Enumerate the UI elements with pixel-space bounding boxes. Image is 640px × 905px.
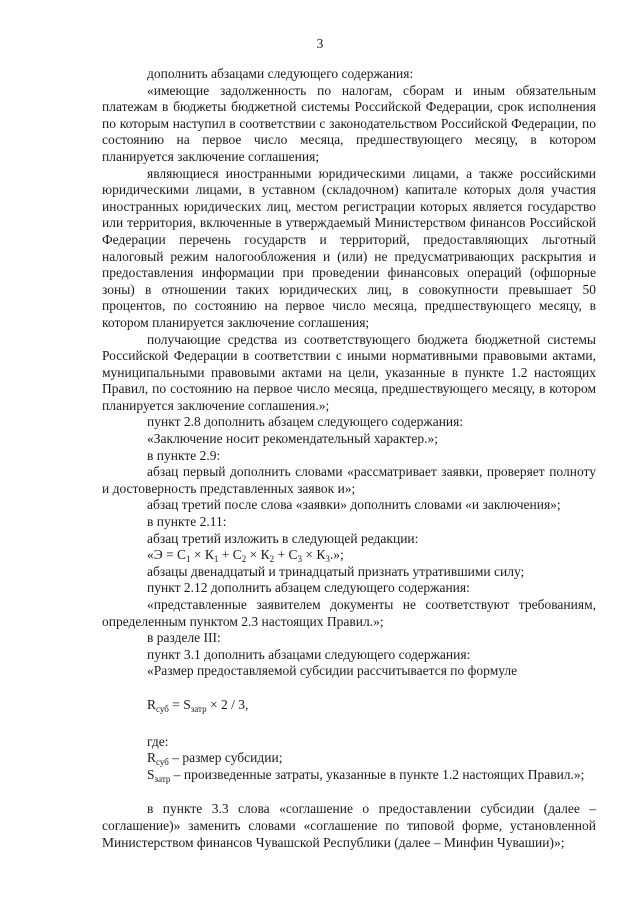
formula-symbol: S: [147, 766, 155, 782]
formula-subscript: 1: [213, 554, 219, 565]
formula-subscript: 2: [269, 554, 275, 565]
formula-subscript: затр: [190, 703, 207, 714]
formula-subscript: суб: [156, 757, 169, 768]
formula-e: [102, 547, 596, 564]
formula-subscript: 2: [241, 554, 247, 565]
formula-part: «Э = С: [147, 547, 187, 563]
paragraph: получающие средства из соответствующего бюджета бюджетной системы Российской Федерации в соответствии с иными нормативными правовыми актами, муниципальными правовыми актами на цели, указанные в пункте 1.2 настоящих Правил, по состоянию на первое число месяца, предшествующего месяцу, в котором планируется заключение соглашения.»;: [102, 331, 596, 413]
definition-text: – размер субсидии;: [168, 750, 283, 766]
formula-part: × 2 / 3,: [206, 696, 249, 712]
paragraph: в разделе III:: [147, 630, 221, 646]
paragraph: абзац первый дополнить словами «рассматривает заявки, проверяет полноту и достоверность представленных заявок и»;: [102, 464, 596, 496]
formula-symbol: R: [147, 750, 157, 766]
definition-r: [102, 750, 596, 767]
formula-part: .»;: [329, 547, 344, 563]
formula-part: × К: [190, 547, 214, 563]
where-label: где:: [147, 733, 169, 749]
paragraph: пункт 3.1 дополнить абзацами следующего содержания:: [147, 646, 471, 662]
formula-subscript: 3: [297, 554, 303, 565]
paragraph: «имеющие задолженность по налогам, сборам и иным обязательным платежам в бюджеты бюджетной системы Российской Федерации, срок исполнения по которым наступил в соответствии с законодательством Российской Федерации, по состоянию на первое число месяца, предшествующего месяцу, в котором планируется заключение соглашения;: [102, 82, 596, 164]
definition-text: – произведенные затраты, указанные в пункте 1.2 настоящих Правил.»;: [170, 766, 585, 782]
formula-subscript: 1: [186, 554, 191, 565]
paragraph: абзацы двенадцатый и тринадцатый признать утратившими силу;: [147, 563, 525, 579]
document-body: [102, 66, 596, 851]
formula-subscript: 3: [325, 554, 330, 565]
paragraph: в пункте 2.9:: [147, 447, 221, 463]
definition-s: [102, 767, 596, 784]
paragraph: абзац третий изложить в следующей редакции:: [147, 530, 419, 546]
formula-subscript: затр: [154, 773, 171, 784]
formula-part: = S: [168, 696, 191, 712]
formula-part: + С: [274, 547, 298, 563]
formula-part: × К: [246, 547, 270, 563]
paragraph: дополнить абзацами следующего содержания:: [147, 66, 414, 81]
paragraph: «Размер предоставляемой субсидии рассчитывается по формуле: [147, 663, 518, 679]
paragraph: «Заключение носит рекомендательный характер.»;: [147, 431, 439, 447]
formula-symbol: R: [147, 696, 157, 712]
paragraph: в пункте 2.11:: [147, 514, 227, 530]
paragraph: являющиеся иностранными юридическими лицами, а также российскими юридическими лицами, в уставном (складочном) капитале которых доля участия иностранных юридических лиц, местом регистрации которых является государство или территория, включенные в утверждаемый Министерством финансов Российской Федерации перечень государств и территорий, предоставляющих льготный налоговый режим налогообложения и (или) не предусматривающих раскрытия и предоставления информации при проведении финансовых операций (офшорные зоны) в отношении таких юридических лиц, в совокупности превышает 50 процентов, по состоянию на первое число месяца, предшествующего месяцу, в котором планируется заключение соглашения;: [102, 165, 596, 330]
formula-part: × К: [302, 547, 326, 563]
paragraph: в пункте 3.3 слова «соглашение о предоставлении субсидии (далее – соглашение)» заменить словами «соглашение по типовой форме, установленной Министерством финансов Чувашской Республики (далее – Минфин Чувашии)»;: [102, 801, 596, 850]
formula-part: + С: [218, 547, 242, 563]
paragraph: «представленные заявителем документы не соответствуют требованиям, определенным пунктом 2.3 настоящих Правил.»;: [102, 597, 596, 629]
page-number: 3: [316, 36, 324, 51]
formula-r: [102, 697, 596, 714]
formula-subscript: суб: [156, 703, 169, 714]
paragraph: пункт 2.12 дополнить абзацем следующего содержания:: [147, 580, 470, 596]
paragraph: пункт 2.8 дополнить абзацем следующего содержания:: [147, 414, 464, 430]
paragraph: абзац третий после слова «заявки» дополнить словами «и заключения»;: [147, 497, 561, 513]
